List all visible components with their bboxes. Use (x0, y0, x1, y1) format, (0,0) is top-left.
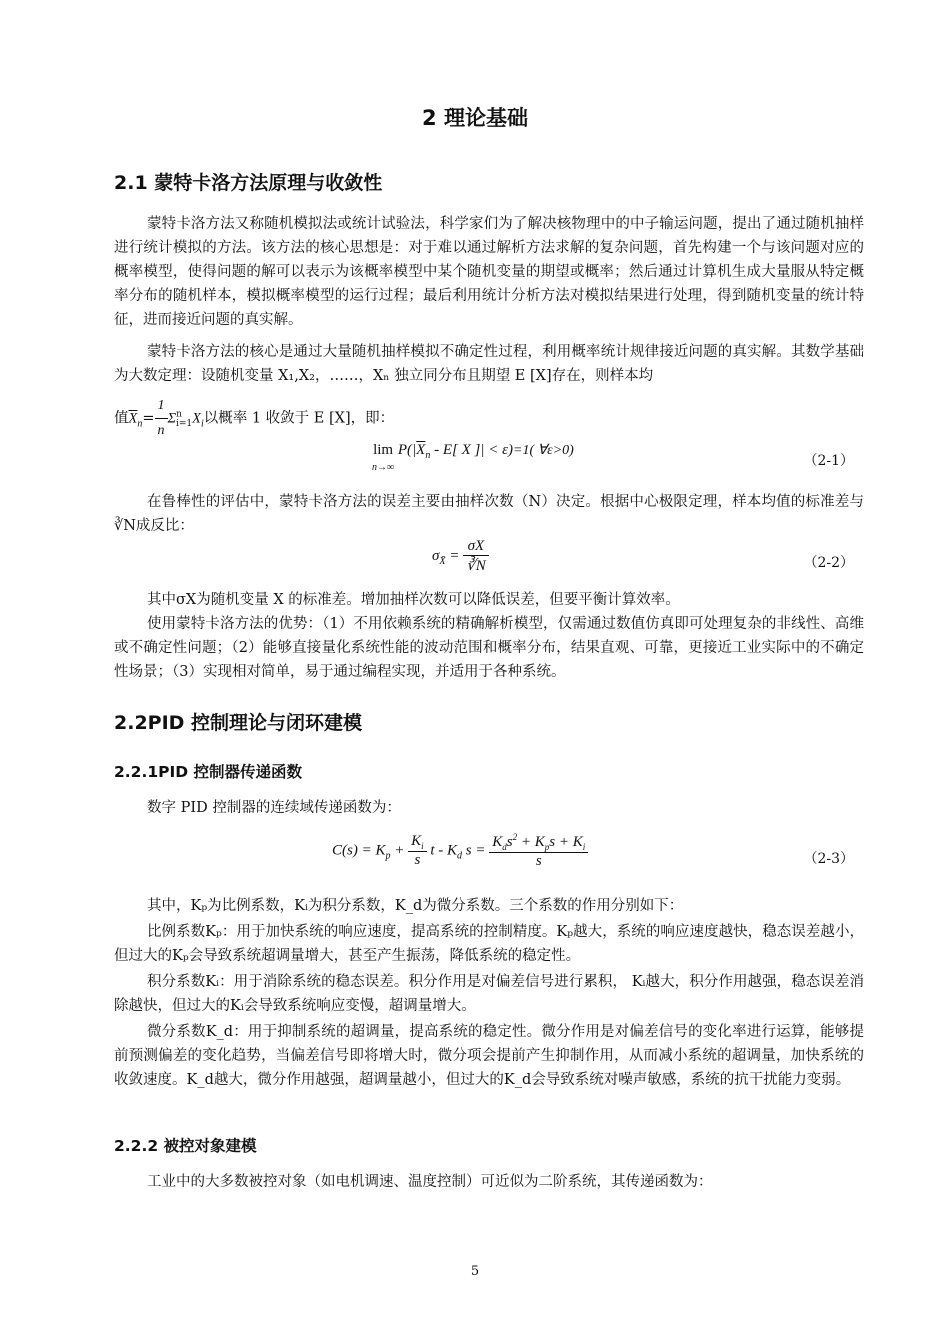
paragraph-derivative: 微分系数K_d：用于抑制系统的超调量，提高系统的稳定性。微分作用是对偏差信号的变化率进行运算，能够提前预测偏差的变化趋势，当偏差信号即将增大时，微分项会提前产生抑制作用，从而减小系统的超调量，加快系统的收敛速度。K_d越大，微分作用越强，超调量越小，但过大的K_d会导致系统对噪声敏感，系统的抗干扰能力变弱。 (114, 1024, 864, 1088)
equation-2-1-body: lim n→∞ $P(|\overline{X}_n - E$[ X ]| < ε)=1( ∀ε>0) (372, 442, 574, 473)
section-heading-2-2: 2.2PID 控制理论与闭环建模 (114, 712, 363, 734)
equation-2-3 (114, 832, 864, 882)
equation-2-1 (114, 442, 864, 482)
paragraph-pid-intro: 数字 PID 控制器的连续域传递函数为： (147, 800, 401, 816)
equation-2-1-number: （2-1） (803, 453, 854, 469)
equation-2-3-number: （2-3） (803, 851, 854, 867)
sample-mean-suffix: 以概率 1 收敛于 E [X]，即： (203, 410, 395, 427)
page-number: 5 (470, 1264, 480, 1279)
subsection-heading-2-2-2: 2.2.2 被控对象建模 (114, 1137, 257, 1155)
equation-2-2-body: $\sigma_{X̄}$ = $\frac{\sigma X}{∛N}$ (432, 538, 489, 575)
paragraph-sample-mean: 值$\overline{X}_n=$ $\frac{1}{n}$ $\Sigma^n_{i=1}X_i$以概率 1 收敛于 E [X]，即： (114, 394, 864, 443)
paragraph-standard-deviation: 其中σX为随机变量 X 的标准差。增加抽样次数可以降低误差，但要平衡计算效率。 (147, 592, 680, 608)
paragraph-error-analysis: 在鲁棒性的评估中，蒙特卡洛方法的误差主要由抽样次数（N）决定。根据中心极限定理，样本均值的标准差与∛N成反比： (114, 494, 864, 534)
paragraph-pid-coefficients: 其中，Kₚ为比例系数，Kᵢ为积分系数，K_d为微分系数。三个系数的作用分别如下： (147, 898, 684, 914)
sample-mean-symbol: $\overline{X}$ (128, 410, 138, 427)
chapter-title: 2 理论基础 (422, 106, 528, 130)
paragraph-law-of-large-numbers: 蒙特卡洛方法的核心是通过大量随机抽样模拟不确定性过程，利用概率统计规律接近问题的真实解。其数学基础为大数定理：设随机变量 X₁,X₂，……，Xₙ 独立同分布且期望 E [X]存在，则样本均 (114, 344, 864, 384)
sample-mean-prefix: 值 (114, 410, 129, 427)
paragraph-advantages: 使用蒙特卡洛方法的优势：（1）不用依赖系统的精确解析模型，仅需通过数值仿真即可处理复杂的非线性、高维或不确定性问题；（2）能够直接量化系统性能的波动范围和概率分布，结果直观、可靠，更接近工业实际中的不确定性场景；（3）实现相对简单，易于通过编程实现，并适用于各种系统。 (114, 616, 864, 680)
paragraph-integral: 积分系数Kᵢ：用于消除系统的稳态误差。积分作用是对偏差信号进行累积， Kᵢ越大，积分作用越强，稳态误差消除越快，但过大的Kᵢ会导致系统响应变慢，超调量增大。 (114, 974, 864, 1014)
equation-2-3-body: $C(s) = K_p$ + $\frac{K_i}{s}$ t - $K_d$ s = $\frac{K_ds^2 + K_ps + K_i}{s}$ (332, 832, 588, 870)
equation-2-2-number: （2-2） (803, 555, 854, 571)
paragraph-plant-model: 工业中的大多数被控对象（如电机调速、温度控制）可近似为二阶系统，其传递函数为： (147, 1174, 713, 1190)
paragraph-proportional: 比例系数Kₚ：用于加快系统的响应速度，提高系统的控制精度。Kₚ越大，系统的响应速度越快，稳态误差越小，但过大的Kₚ会导致系统超调量增大，甚至产生振荡，降低系统的稳定性。 (114, 924, 864, 964)
equation-2-2 (114, 538, 864, 584)
subsection-heading-2-2-1: 2.2.1PID 控制器传递函数 (114, 763, 303, 781)
section-heading-2-1: 2.1 蒙特卡洛方法原理与收敛性 (114, 172, 383, 194)
paragraph-monte-carlo-intro: 蒙特卡洛方法又称随机模拟法或统计试验法，科学家们为了解决核物理中的中子输运问题，提出了通过随机抽样进行统计模拟的方法。该方法的核心思想是：对于难以通过解析方法求解的复杂问题，首先构建一个与该问题对应的概率模型，使得问题的解可以表示为该概率模型中某个随机变量的期望或概率；然后通过计算机生成大量服从特定概率分布的随机样本，模拟概率模型的运行过程；最后利用统计分析方法对模拟结果进行处理，得到随机变量的统计特征，进而接近问题的真实解。 (114, 216, 864, 328)
